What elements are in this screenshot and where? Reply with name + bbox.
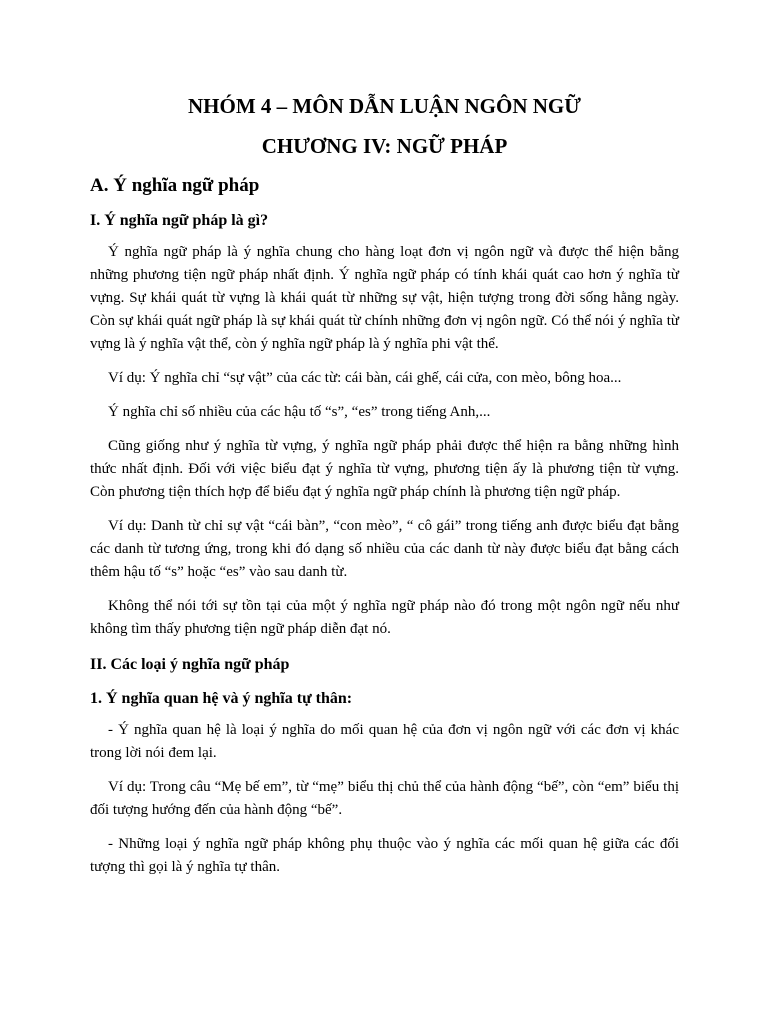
part-2-subheading: 1. Ý nghĩa quan hệ và ý nghĩa tự thân: [90,690,353,707]
chapter-title: CHƯƠNG IV: NGỮ PHÁP [261,134,508,158]
paragraph-example-things: Ví dụ: Ý nghĩa chỉ “sự vật” của các từ: cái bàn, cái ghế, cái cửa, con mèo, bông hoa... [108,370,622,386]
paragraph-inherent-meaning: - Những loại ý nghĩa ngữ pháp không phụ thuộc vào ý nghĩa các mối quan hệ giữa các đối tượng thì gọi là ý nghĩa tự thân. [90,836,679,875]
paragraph-existence: Không thể nói tới sự tồn tại của một ý nghĩa ngữ pháp nào đó trong một ngôn ngữ nếu như không tìm thấy phương tiện ngữ pháp diễn đạt nó. [90,598,679,637]
paragraph-relational-meaning: - Ý nghĩa quan hệ là loại ý nghĩa do mối quan hệ của đơn vị ngôn ngữ với các đơn vị khác trong lời nói đem lại. [90,722,679,761]
part-1-heading: I. Ý nghĩa ngữ pháp là gì? [90,212,269,229]
paragraph-example-sentence: Ví dụ: Trong câu “Mẹ bế em”, từ “mẹ” biểu thị chủ thể của hành động “bế”, còn “em” biểu thị đối tượng hướng đến của hành động “bế”. [90,779,679,818]
paragraph-expression-means: Cũng giống như ý nghĩa từ vựng, ý nghĩa ngữ pháp phải được thể hiện ra bằng những hình thức nhất định. Đối với việc biểu đạt ý nghĩa từ vựng, phương tiện ấy là phương tiện từ vựng. Còn phương tiện thích hợp để biểu đạt ý nghĩa ngữ pháp chính là phương tiện ngữ pháp. [90,438,679,500]
paragraph-example-nouns: Ví dụ: Danh từ chỉ sự vật “cái bàn”, “con mèo”, “ cô gái” trong tiếng anh được biểu đạt bằng các danh từ tương ứng, trong khi đó dạng số nhiều của các danh từ này được biểu đạt bằng cách thêm hậu tố “s” hoặc “es” vào sau danh từ. [90,518,679,580]
section-a-heading: A. Ý nghĩa ngữ pháp [90,175,260,196]
paragraph-example-plural: Ý nghĩa chỉ số nhiều của các hậu tố “s”, “es” trong tiếng Anh,... [108,404,491,420]
document-title: NHÓM 4 – MÔN DẪN LUẬN NGÔN NGỮ [188,94,581,118]
paragraph-definition: Ý nghĩa ngữ pháp là ý nghĩa chung cho hàng loạt đơn vị ngôn ngữ và được thể hiện bằng những phương tiện ngữ pháp nhất định. Ý nghĩa ngữ pháp có tính khái quát cao hơn ý nghĩa từ vựng. Sự khái quát từ vựng là khái quát từ những sự vật, hiện tượng trong đời sống hằng ngày. Còn sự khái quát ngữ pháp là sự khái quát từ chính những đơn vị ngôn ngữ. Có thể nói ý nghĩa từ vựng là ý nghĩa vật thể, còn ý nghĩa ngữ pháp là ý nghĩa phi vật thể. [90,244,679,352]
part-2-heading: II. Các loại ý nghĩa ngữ pháp [90,656,290,673]
